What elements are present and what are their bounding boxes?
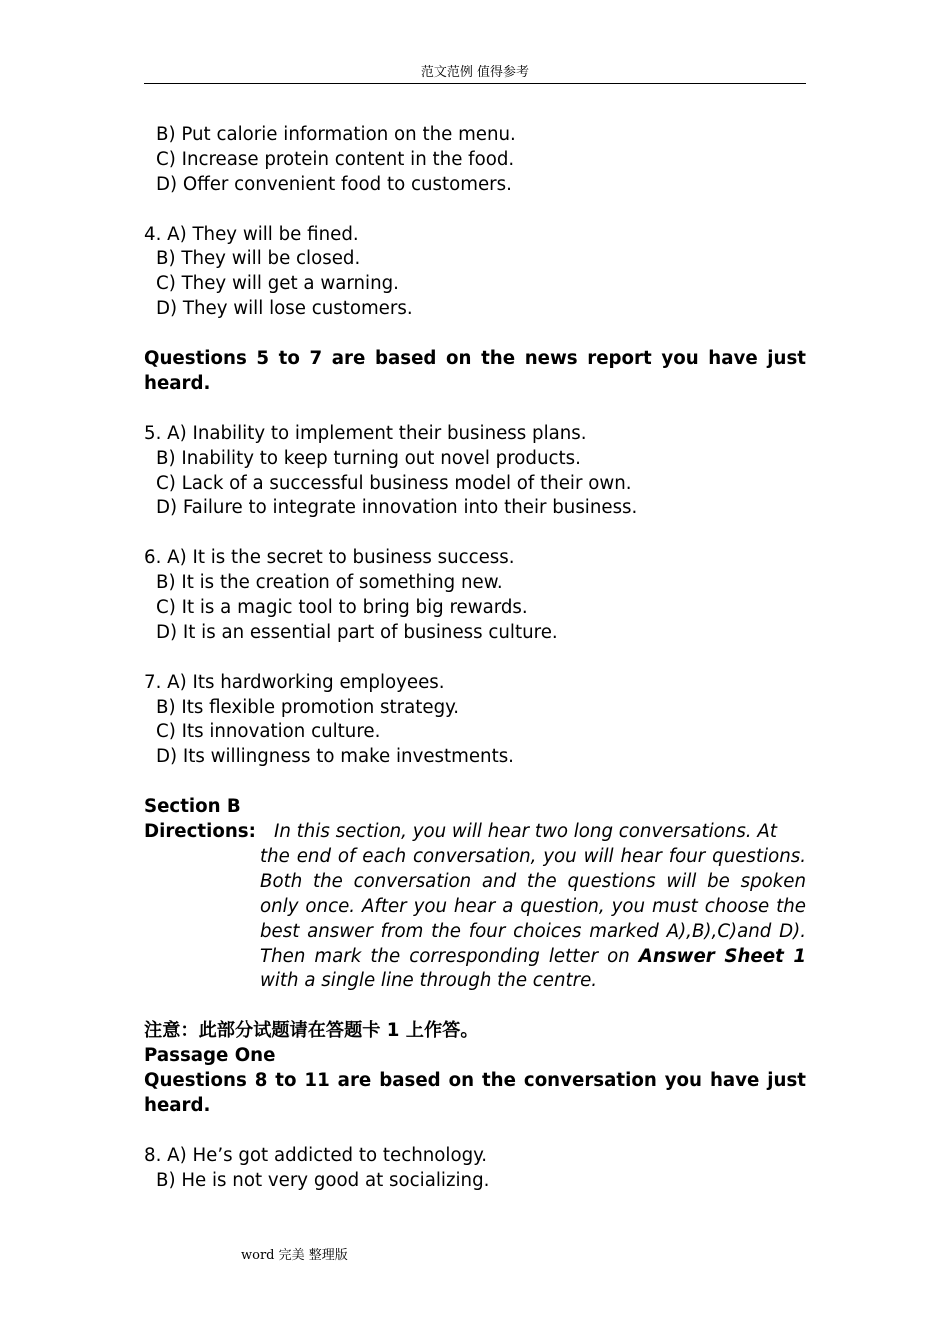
directions-end: with a single line through the centre.	[260, 970, 598, 992]
instruction-q8-11: Questions 8 to 11 are based on the conversation you have just heard.	[144, 1069, 806, 1116]
document-body	[144, 123, 806, 1193]
q3-option-c: C) Increase protein content in the food.	[156, 148, 515, 170]
instruction-q5-7: Questions 5 to 7 are based on the news report you have just heard.	[144, 348, 806, 394]
page-footer: word 完美 整理版	[241, 1248, 348, 1263]
q7-option-a: 7. A) Its hardworking employees.	[144, 671, 445, 693]
q4-option-c: C) They will get a warning.	[156, 273, 399, 295]
directions-text: the end of each conversation, you will hear four questions. Both the conversation and the questions will be spoken only once. After you hear a question, you must choose the best answer from the four choices marked A),B),C)and D). Then mark the corresponding letter on	[260, 845, 806, 967]
section-b-title: Section B	[144, 796, 241, 818]
q7-option-b: B) Its flexible promotion strategy.	[156, 696, 460, 718]
directions-body	[260, 845, 806, 994]
answer-sheet-emphasis: Answer Sheet 1	[638, 945, 807, 967]
passage-one-title: Passage One	[144, 1045, 276, 1067]
note-chinese: 注意：此部分试题请在答题卡 1 上作答。	[144, 1020, 479, 1042]
q5-option-a: 5. A) Inability to implement their business plans.	[144, 422, 587, 444]
directions-first-line: In this section, you will hear two long conversations. At	[274, 820, 777, 842]
q4-option-d: D) They will lose customers.	[156, 298, 413, 320]
q6-option-c: C) It is a magic tool to bring big rewards.	[156, 596, 528, 618]
directions-first-row	[144, 820, 806, 845]
q5-option-d: D) Failure to integrate innovation into their business.	[156, 497, 638, 519]
page-header: 范文范例 值得参考	[420, 65, 530, 80]
directions-label: Directions:	[144, 820, 256, 842]
q4-option-b: B) They will be closed.	[156, 248, 361, 270]
q7-option-c: C) Its innovation culture.	[156, 721, 381, 743]
q6-option-a: 6. A) It is the secret to business success.	[144, 547, 515, 569]
q6-option-d: D) It is an essential part of business culture.	[156, 621, 558, 643]
q6-option-b: B) It is the creation of something new.	[156, 572, 503, 594]
q5-option-c: C) Lack of a successful business model of their own.	[156, 472, 632, 494]
q5-option-b: B) Inability to keep turning out novel products.	[156, 447, 581, 469]
q7-option-d: D) Its willingness to make investments.	[156, 746, 514, 768]
q3-option-d: D) Offer convenient food to customers.	[156, 173, 512, 195]
q8-option-a: 8. A) He’s got addicted to technology.	[144, 1144, 488, 1166]
q4-option-a: 4. A) They will be fined.	[144, 223, 359, 245]
q3-option-b: B) Put calorie information on the menu.	[156, 124, 516, 145]
header-divider	[144, 83, 806, 84]
q8-option-b: B) He is not very good at socializing.	[156, 1169, 490, 1191]
